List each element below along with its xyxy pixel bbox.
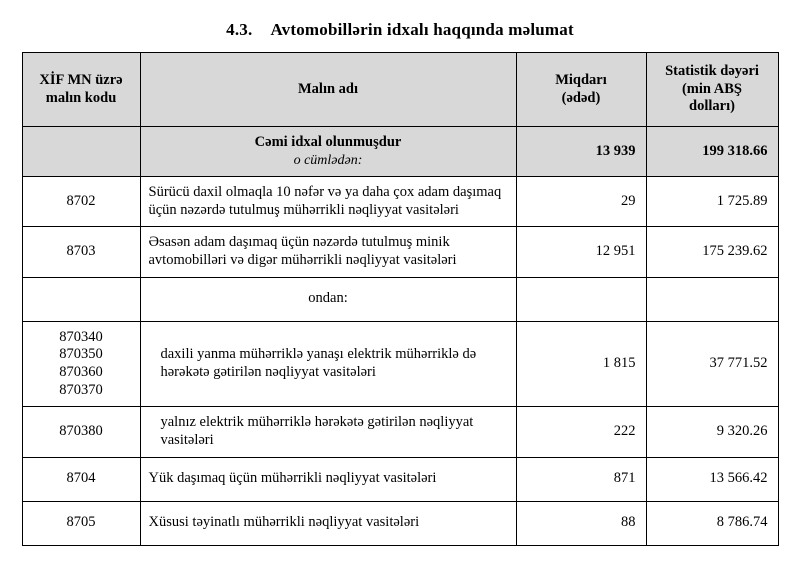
cell-name: Yük daşımaq üçün mühərrikli nəqliyyat vasitələri — [140, 457, 516, 501]
cell-quantity: 29 — [516, 176, 646, 226]
cell-name: yalnız elektrik mühərriklə hərəkətə gətirilən nəqliyyat vasitələri — [140, 407, 516, 457]
table-row — [22, 227, 778, 277]
column-header-name-line1: Malın adı — [297, 80, 359, 97]
cell-name: Əsasən adam daşımaq üçün nəzərdə tutulmuş minik avtomobilləri və digər mühərrikli nəqliyyat vasitələri — [140, 227, 516, 277]
table-header-row — [22, 53, 778, 127]
cell-name: Sürücü daxil olmaqla 10 nəfər və ya daha çox adam daşımaq üçün nəzərdə tutulmuş mühərrikli nəqliyyat vasitələri — [140, 176, 516, 226]
page-title-text: Avtomobillərin idxalı haqqında məlumat — [270, 20, 574, 39]
cell-name: Xüsusi təyinatlı mühərrikli nəqliyyat vasitələri — [140, 501, 516, 545]
cell-name: ondan: — [140, 277, 516, 321]
cell-code-line2: 870350 — [59, 346, 103, 363]
cell-code-line1: 870340 — [59, 328, 103, 345]
column-header-name — [140, 53, 516, 127]
cell-value: 13 566.42 — [646, 457, 778, 501]
cell-value: 199 318.66 — [646, 127, 778, 177]
cell-value: 9 320.26 — [646, 407, 778, 457]
table-row — [22, 407, 778, 457]
table-row — [22, 321, 778, 407]
cell-value: 37 771.52 — [646, 321, 778, 407]
cell-quantity: 13 939 — [516, 127, 646, 177]
table-row — [22, 277, 778, 321]
column-header-code-line1: XİF MN üzrə — [39, 71, 123, 88]
column-header-value-line2: (min ABŞ — [681, 80, 743, 97]
cell-code — [22, 127, 140, 177]
column-header-quantity-line2: (ədəd) — [561, 89, 601, 106]
column-header-code — [22, 53, 140, 127]
column-header-quantity — [516, 53, 646, 127]
cell-quantity — [516, 277, 646, 321]
cell-quantity: 88 — [516, 501, 646, 545]
cell-code — [22, 277, 140, 321]
column-header-quantity-line1: Miqdarı — [555, 71, 607, 88]
column-header-value-line1: Statistik dəyəri — [665, 63, 759, 79]
column-header-value-line3: dolları) — [689, 98, 735, 115]
cell-code-line4: 870370 — [59, 381, 103, 398]
table-body — [22, 127, 778, 546]
cell-value — [646, 277, 778, 321]
table-row — [22, 176, 778, 226]
column-header-code-line2: malın kodu — [45, 89, 117, 106]
cell-code: 870380 — [22, 407, 140, 457]
cell-quantity: 1 815 — [516, 321, 646, 407]
cell-value: 8 786.74 — [646, 501, 778, 545]
import-statistics-table — [22, 52, 779, 546]
cell-code: 8703 — [22, 227, 140, 277]
cell-quantity: 12 951 — [516, 227, 646, 277]
page-title-number: 4.3. — [226, 20, 253, 39]
table-row — [22, 501, 778, 545]
cell-code: 8702 — [22, 176, 140, 226]
cell-name: daxili yanma mühərriklə yanaşı elektrik mühərriklə də hərəkətə gətirilən nəqliyyat vasitələri — [140, 321, 516, 407]
page-title — [0, 0, 800, 52]
cell-quantity: 871 — [516, 457, 646, 501]
cell-value: 175 239.62 — [646, 227, 778, 277]
cell-value: 1 725.89 — [646, 176, 778, 226]
cell-name — [140, 127, 516, 177]
cell-name-main: Cəmi idxal olunmuşdur — [254, 134, 402, 151]
cell-code: 8705 — [22, 501, 140, 545]
cell-name-subnote: o cümlədən: — [293, 152, 363, 168]
table-header — [22, 53, 778, 127]
cell-quantity: 222 — [516, 407, 646, 457]
cell-code: 8704 — [22, 457, 140, 501]
column-header-value — [646, 53, 778, 127]
table-row — [22, 127, 778, 177]
table-row — [22, 457, 778, 501]
cell-code — [22, 321, 140, 407]
cell-code-line3: 870360 — [59, 363, 103, 380]
